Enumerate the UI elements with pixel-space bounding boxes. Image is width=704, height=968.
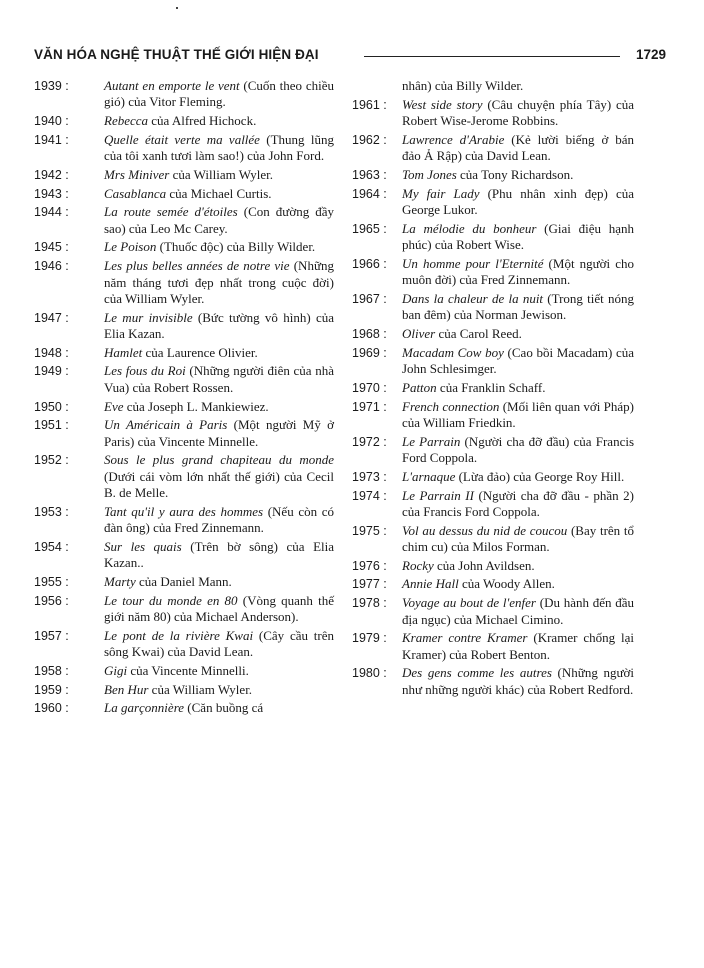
award-text bbox=[402, 488, 634, 521]
film-details: (Bức tường vô hình) của Elia Kazan. bbox=[104, 309, 334, 342]
award-entry bbox=[352, 399, 634, 432]
film-title: Casablanca bbox=[104, 185, 167, 201]
award-entry bbox=[352, 186, 634, 219]
award-text bbox=[104, 452, 334, 501]
award-text bbox=[104, 628, 334, 661]
award-year: 1967 : bbox=[352, 291, 387, 306]
award-text bbox=[402, 326, 634, 342]
award-text bbox=[104, 700, 334, 716]
award-year: 1953 : bbox=[34, 504, 69, 519]
film-details: (Bay trên tổ chim cu) của Milos Forman. bbox=[402, 522, 634, 555]
film-details: (Vòng quanh thế giới năm 80) của Michael Anderson). bbox=[104, 592, 334, 625]
film-details: (Cao bồi Macadam) của John Schlesimger. bbox=[402, 344, 634, 377]
film-details: (Trong tiết nóng ban đêm) của Norman Jewison. bbox=[402, 290, 634, 323]
award-entry bbox=[34, 78, 334, 111]
award-text bbox=[104, 663, 334, 679]
award-entry bbox=[352, 595, 634, 628]
award-year: 1945 : bbox=[34, 240, 69, 255]
award-entry bbox=[34, 186, 334, 202]
award-year: 1957 : bbox=[34, 628, 69, 643]
film-title: Kramer contre Kramer bbox=[402, 630, 528, 646]
award-year: 1940 : bbox=[34, 114, 69, 129]
film-title: Le tour du monde en 80 bbox=[104, 592, 238, 608]
film-details: (Du hành đến đầu địa ngục) của Michael Cimino. bbox=[402, 595, 634, 627]
award-year: 1980 : bbox=[352, 666, 387, 681]
award-year: 1947 : bbox=[34, 310, 69, 325]
award-year: 1964 : bbox=[352, 186, 387, 201]
award-year: 1943 : bbox=[34, 186, 69, 201]
film-title: La mélodie du bonheur bbox=[402, 220, 537, 236]
award-text bbox=[402, 291, 634, 324]
award-text bbox=[104, 167, 334, 183]
film-title: Des gens comme les autres bbox=[402, 665, 552, 681]
award-entry bbox=[34, 593, 334, 626]
award-text bbox=[402, 221, 634, 254]
award-text bbox=[104, 239, 334, 255]
award-year: 1958 : bbox=[34, 664, 69, 679]
print-mark bbox=[176, 7, 178, 9]
award-year: 1972 : bbox=[352, 434, 387, 449]
award-year: 1952 : bbox=[34, 453, 69, 468]
film-title: Le pont de la rivière Kwai bbox=[104, 627, 254, 643]
film-details: (Kramer chống lại Kramer) của Robert Benton. bbox=[402, 630, 635, 662]
award-entry bbox=[352, 78, 634, 94]
film-title: Vol au dessus du nid de coucou bbox=[402, 522, 568, 538]
award-entry bbox=[352, 291, 634, 324]
film-title: Rebecca bbox=[104, 113, 149, 129]
award-text bbox=[402, 256, 634, 289]
award-year: 1973 : bbox=[352, 469, 387, 484]
award-entry bbox=[352, 256, 634, 289]
award-year: 1966 : bbox=[352, 256, 387, 271]
film-details: của Joseph L. Mankiewiez. bbox=[123, 398, 269, 414]
award-text bbox=[104, 363, 334, 396]
award-text bbox=[402, 469, 634, 485]
film-title: Les fous du Roi bbox=[104, 363, 186, 379]
film-details: của Vincente Minnelli. bbox=[127, 663, 249, 679]
award-entry bbox=[34, 628, 334, 661]
film-details: (Dưới cái vòm lớn nhất thế giới) của Cecil B. de Melle. bbox=[104, 468, 334, 501]
film-details: của Daniel Mann. bbox=[135, 574, 232, 590]
film-details: (Những người như những người khác) của Robert Redford. bbox=[402, 665, 634, 697]
film-details: (Lừa đảo) của George Roy Hill. bbox=[455, 468, 625, 484]
award-text bbox=[402, 345, 634, 378]
film-title: Patton bbox=[402, 379, 437, 395]
film-details: (Trên bờ sông) của Elia Kazan.. bbox=[104, 539, 335, 571]
award-entry bbox=[34, 417, 334, 450]
award-year: 1946 : bbox=[34, 259, 69, 274]
award-year: 1954 : bbox=[34, 540, 69, 555]
film-title: Macadam Cow boy bbox=[402, 344, 504, 360]
award-text bbox=[104, 682, 334, 698]
award-entry bbox=[34, 452, 334, 501]
film-title: Un homme pour l'Eternité bbox=[402, 255, 544, 271]
award-year bbox=[352, 78, 402, 94]
film-details: của Franklin Schaff. bbox=[436, 379, 546, 395]
award-entry bbox=[352, 221, 634, 254]
award-year: 1971 : bbox=[352, 399, 387, 414]
film-details: (Mối liên quan với Pháp) của William Friedkin. bbox=[402, 398, 634, 430]
film-details: (Thuốc độc) của Billy Wilder. bbox=[156, 239, 316, 255]
film-details: của Laurence Olivier. bbox=[142, 344, 258, 360]
award-entry bbox=[352, 434, 634, 467]
award-entry bbox=[352, 345, 634, 378]
award-entry bbox=[34, 663, 334, 679]
award-text bbox=[104, 504, 334, 537]
page-header bbox=[34, 47, 666, 69]
award-text bbox=[104, 399, 334, 415]
award-entry bbox=[34, 539, 334, 572]
award-entry bbox=[352, 630, 634, 663]
award-year: 1959 : bbox=[34, 682, 69, 697]
award-year: 1970 : bbox=[352, 380, 387, 395]
film-details: (Những người điên của nhà Vua) của Robert Rossen. bbox=[104, 363, 334, 395]
film-details: (Những năm tháng tươi đẹp nhất trong cuộc đời) của William Wyler. bbox=[104, 258, 334, 306]
film-details: (Câu chuyện phía Tây) của Robert Wise-Jerome Robbins. bbox=[402, 96, 634, 129]
award-text bbox=[104, 310, 334, 343]
award-text bbox=[402, 630, 634, 663]
film-details: (Cuốn theo chiều gió) của Vitor Fleming. bbox=[104, 78, 334, 110]
award-text bbox=[104, 417, 334, 450]
page-number: 1729 bbox=[630, 47, 666, 62]
award-year: 1951 : bbox=[34, 418, 69, 433]
award-year: 1944 : bbox=[34, 205, 69, 220]
award-entry bbox=[34, 574, 334, 590]
award-entry bbox=[34, 700, 334, 716]
film-details: (Giai điệu hạnh phúc) của Robert Wise. bbox=[402, 220, 634, 253]
award-year: 1978 : bbox=[352, 596, 387, 611]
award-text bbox=[402, 665, 634, 698]
award-entry bbox=[34, 682, 334, 698]
award-text bbox=[104, 78, 334, 111]
award-text bbox=[402, 595, 634, 628]
award-entry bbox=[34, 399, 334, 415]
award-year: 1965 : bbox=[352, 221, 387, 236]
film-title: Marty bbox=[104, 574, 136, 590]
award-text bbox=[104, 258, 334, 307]
award-text bbox=[402, 380, 634, 396]
award-text bbox=[104, 593, 334, 626]
film-title: L'arnaque bbox=[402, 468, 456, 484]
award-entry bbox=[34, 132, 334, 165]
award-entry bbox=[352, 488, 634, 521]
film-title: French connection bbox=[402, 398, 500, 414]
award-entry bbox=[352, 523, 634, 556]
left-column bbox=[34, 78, 334, 719]
award-text bbox=[104, 132, 334, 165]
film-details: (Người cha đỡ đầu - phần 2) của Francis Ford Coppola. bbox=[402, 487, 634, 519]
award-text bbox=[402, 78, 634, 94]
film-details: (Người cha đỡ đầu) của Francis Ford Coppola. bbox=[402, 433, 635, 466]
film-title: Le mur invisible bbox=[104, 309, 193, 325]
film-title: Annie Hall bbox=[402, 576, 459, 592]
award-text bbox=[402, 132, 634, 165]
film-title: Ben Hur bbox=[104, 681, 149, 697]
film-details: của Carol Reed. bbox=[435, 326, 522, 342]
film-title: Dans la chaleur de la nuit bbox=[402, 290, 544, 306]
right-column bbox=[352, 78, 634, 700]
film-details: của William Wyler. bbox=[148, 681, 253, 697]
film-title: Rocky bbox=[402, 557, 434, 573]
award-entry bbox=[352, 576, 634, 592]
award-entry bbox=[352, 469, 634, 485]
award-text bbox=[104, 113, 334, 129]
award-entry bbox=[352, 132, 634, 165]
film-details: của William Wyler. bbox=[169, 166, 273, 182]
film-title: Le Parrain II bbox=[402, 487, 474, 503]
award-year: 1942 : bbox=[34, 167, 69, 182]
film-title: Lawrence d'Arabie bbox=[402, 131, 505, 147]
award-year: 1974 : bbox=[352, 488, 387, 503]
award-entry bbox=[34, 204, 334, 237]
film-details: (Phu nhân xinh đẹp) của George Lukor. bbox=[402, 185, 634, 218]
film-title: Oliver bbox=[402, 326, 436, 342]
film-title: Mrs Miniver bbox=[104, 166, 170, 182]
film-details: (Một người Mỹ ở Paris) của Vincente Minnelle. bbox=[104, 417, 334, 449]
award-entry bbox=[34, 167, 334, 183]
award-entry bbox=[34, 113, 334, 129]
award-entry bbox=[352, 97, 634, 130]
film-details: (Con đường đầy sao) của Leo Mc Carey. bbox=[104, 204, 334, 236]
award-text bbox=[402, 558, 634, 574]
film-title: Tom Jones bbox=[402, 166, 457, 182]
award-year: 1949 : bbox=[34, 364, 69, 379]
award-text bbox=[104, 574, 334, 590]
film-details: của Alfred Hichock. bbox=[148, 113, 257, 129]
film-title: Le Parrain bbox=[402, 433, 461, 449]
award-entry bbox=[34, 310, 334, 343]
award-text bbox=[104, 539, 334, 572]
film-title: Sur les quais bbox=[104, 539, 182, 555]
film-title: Gigi bbox=[104, 663, 128, 679]
film-details: của Tony Richardson. bbox=[456, 166, 574, 182]
award-entry bbox=[352, 167, 634, 183]
award-year: 1961 : bbox=[352, 97, 387, 112]
award-year: 1963 : bbox=[352, 167, 387, 182]
award-entry bbox=[352, 558, 634, 574]
award-text bbox=[402, 523, 634, 556]
award-year: 1968 : bbox=[352, 327, 387, 342]
award-year: 1948 : bbox=[34, 345, 69, 360]
film-title: My fair Lady bbox=[402, 185, 480, 201]
award-entry bbox=[34, 345, 334, 361]
award-year: 1979 : bbox=[352, 631, 387, 646]
award-text bbox=[402, 186, 634, 219]
award-year: 1975 : bbox=[352, 523, 387, 538]
running-title: VĂN HÓA NGHỆ THUẬT THẾ GIỚI HIỆN ĐẠI bbox=[34, 47, 325, 62]
award-text bbox=[402, 97, 634, 130]
award-entry bbox=[34, 239, 334, 255]
film-title: Sous le plus grand chapiteau du monde bbox=[104, 452, 334, 468]
award-year: 1969 : bbox=[352, 345, 387, 360]
award-year: 1976 : bbox=[352, 558, 387, 573]
award-text bbox=[402, 434, 634, 467]
film-title: Voyage au bout de l'enfer bbox=[402, 595, 536, 611]
film-details: (Nếu còn có đàn ông) của Fred Zinnemann. bbox=[104, 503, 334, 536]
film-details: (Cây cầu trên sông Kwai) của David Lean. bbox=[104, 627, 334, 660]
film-details: (Kẻ lười biếng ở bán đảo Ả Rập) của David Lean. bbox=[402, 131, 634, 164]
film-title: Eve bbox=[104, 398, 124, 414]
film-details: của John Avildsen. bbox=[433, 557, 535, 573]
award-entry bbox=[352, 665, 634, 698]
film-title: Quelle était verte ma vallée bbox=[104, 131, 260, 147]
film-details: (Một người cho muôn đời) của Fred Zinnemann. bbox=[402, 255, 634, 288]
film-details: của Woody Allen. bbox=[458, 576, 555, 592]
award-text bbox=[104, 186, 334, 202]
film-title: Le Poison bbox=[104, 239, 157, 255]
award-text bbox=[402, 399, 634, 432]
film-details: nhân) của Billy Wilder. bbox=[402, 78, 524, 93]
film-title: Un Américain à Paris bbox=[104, 417, 228, 433]
award-text bbox=[402, 167, 634, 183]
award-year: 1956 : bbox=[34, 593, 69, 608]
award-text bbox=[104, 345, 334, 361]
film-details: (Thung lũng của tôi xanh tươi làm sao!) của John Ford. bbox=[104, 131, 334, 164]
film-title: West side story bbox=[402, 96, 483, 112]
award-year: 1960 : bbox=[34, 701, 69, 716]
award-year: 1977 : bbox=[352, 577, 387, 592]
film-details: (Căn buồng cá bbox=[184, 700, 264, 716]
film-title: Autant en emporte le vent bbox=[104, 78, 240, 93]
award-year: 1962 : bbox=[352, 132, 387, 147]
header-rule bbox=[364, 56, 620, 57]
award-entry bbox=[34, 363, 334, 396]
film-title: La route semée d'étoiles bbox=[104, 204, 238, 220]
award-text bbox=[104, 204, 334, 237]
award-year: 1939 : bbox=[34, 79, 69, 93]
film-title: La garçonnière bbox=[104, 700, 185, 716]
award-year: 1941 : bbox=[34, 132, 69, 147]
film-title: Les plus belles années de notre vie bbox=[104, 258, 290, 274]
film-title: Hamlet bbox=[104, 344, 143, 360]
film-details: của Michael Curtis. bbox=[166, 185, 272, 201]
award-year: 1950 : bbox=[34, 399, 69, 414]
award-text bbox=[402, 576, 634, 592]
film-title: Tant qu'il y aura des hommes bbox=[104, 503, 264, 519]
award-entry bbox=[34, 504, 334, 537]
award-entry bbox=[34, 258, 334, 307]
award-entry bbox=[352, 326, 634, 342]
award-year: 1955 : bbox=[34, 575, 69, 590]
award-entry bbox=[352, 380, 634, 396]
